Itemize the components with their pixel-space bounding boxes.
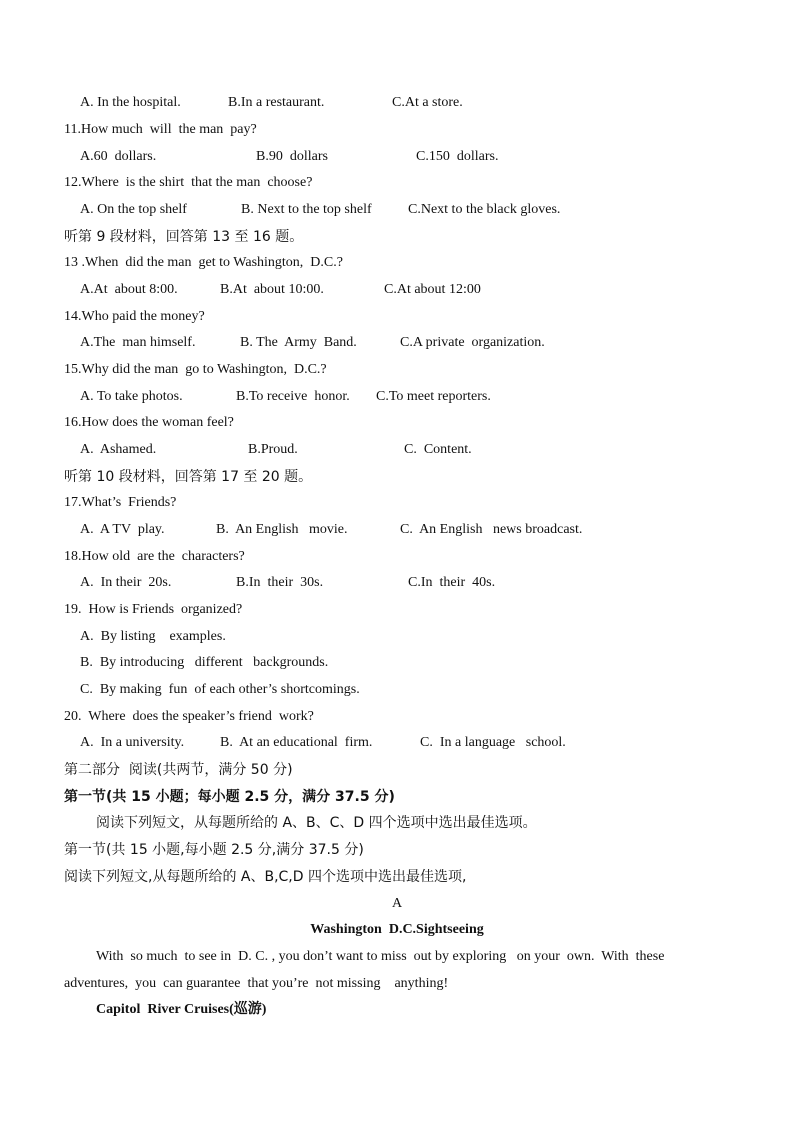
q16-option-c: C. Content. — [404, 442, 472, 457]
question-20: 20. Where does the speaker’s friend work? — [64, 709, 314, 724]
q11-option-c: C.150 dollars. — [416, 149, 499, 164]
reading-instruction-1: 阅读下列短文，从每题所给的 A、B、C、D 四个选项中选出最佳选项。 — [96, 815, 537, 831]
q11-option-b: B.90 dollars — [256, 149, 328, 164]
q15-option-c: C.To meet reporters. — [376, 389, 491, 404]
paragraph-1-line-1: With so much to see in D. C. , you don’t want to miss out by exploring on your own. With these — [96, 949, 665, 964]
passage-title: Washington D.C.Sightseeing — [310, 922, 484, 937]
q12-option-c: C.Next to the black gloves. — [408, 202, 561, 217]
question-14: 14.Who paid the money? — [64, 309, 205, 324]
q15-option-b: B.To receive honor. — [236, 389, 350, 404]
q19-option-b: B. By introducing different backgrounds. — [80, 655, 329, 670]
q12-option-a: A. On the top shelf — [80, 202, 187, 217]
section-9-heading: 听第 9 段材料，回答第 13 至 16 题。 — [64, 229, 304, 245]
q19-option-a: A. By listing examples. — [80, 629, 226, 644]
q13-option-b: B.At about 10:00. — [220, 282, 324, 297]
part-2-heading: 第二部分 阅读(共两节，满分 50 分) — [64, 762, 293, 778]
passage-letter: A — [391, 896, 403, 911]
section-1-heading: 第一节(共 15 小题,每小题 2.5 分,满分 37.5 分) — [64, 842, 364, 858]
q13-option-c: C.At about 12:00 — [384, 282, 481, 297]
q10-option-a: A. In the hospital. — [80, 95, 181, 110]
q16-option-b: B.Proud. — [248, 442, 298, 457]
q20-option-a: A. In a university. — [80, 735, 185, 750]
q15-option-a: A. To take photos. — [80, 389, 183, 404]
q10-option-c: C.At a store. — [392, 95, 463, 110]
paragraph-1-line-2: adventures, you can guarantee that you’re not missing anything! — [64, 976, 449, 991]
subheading-capitol-river-cruises: Capitol River Cruises(巡游) — [96, 1002, 267, 1017]
question-18: 18.How old are the characters? — [64, 549, 245, 564]
question-19: 19. How is Friends organized? — [64, 602, 243, 617]
reading-instruction-2: 阅读下列短文,从每题所给的 A、B,C,D 四个选项中选出最佳选项, — [64, 869, 467, 885]
q11-option-a: A.60 dollars. — [80, 149, 157, 164]
q14-option-b: B. The Army Band. — [240, 335, 357, 350]
question-12: 12.Where is the shirt that the man choose? — [64, 175, 313, 190]
q16-option-a: A. Ashamed. — [80, 442, 157, 457]
q20-option-c: C. In a language school. — [420, 735, 566, 750]
q17-option-c: C. An English news broadcast. — [400, 522, 583, 537]
question-17: 17.What’s Friends? — [64, 495, 177, 510]
q17-option-b: B. An English movie. — [216, 522, 348, 537]
q14-option-c: C.A private organization. — [400, 335, 545, 350]
q18-option-a: A. In their 20s. — [80, 575, 172, 590]
q14-option-a: A.The man himself. — [80, 335, 196, 350]
section-1-heading-bold: 第一节(共 15 小题；每小题 2.5 分，满分 37.5 分) — [64, 789, 395, 805]
q13-option-a: A.At about 8:00. — [80, 282, 178, 297]
question-15: 15.Why did the man go to Washington, D.C.? — [64, 362, 327, 377]
question-11: 11.How much will the man pay? — [64, 122, 257, 137]
q18-option-c: C.In their 40s. — [408, 575, 496, 590]
question-16: 16.How does the woman feel? — [64, 415, 234, 430]
q17-option-a: A. A TV play. — [80, 522, 165, 537]
q12-option-b: B. Next to the top shelf — [241, 202, 372, 217]
q10-option-b: B.In a restaurant. — [228, 95, 325, 110]
q20-option-b: B. At an educational firm. — [220, 735, 373, 750]
q19-option-c: C. By making fun of each other’s shortcomings. — [80, 682, 360, 697]
question-13: 13 .When did the man get to Washington, D.C.? — [64, 255, 343, 270]
section-10-heading: 听第 10 段材料，回答第 17 至 20 题。 — [64, 469, 313, 485]
q18-option-b: B.In their 30s. — [236, 575, 324, 590]
